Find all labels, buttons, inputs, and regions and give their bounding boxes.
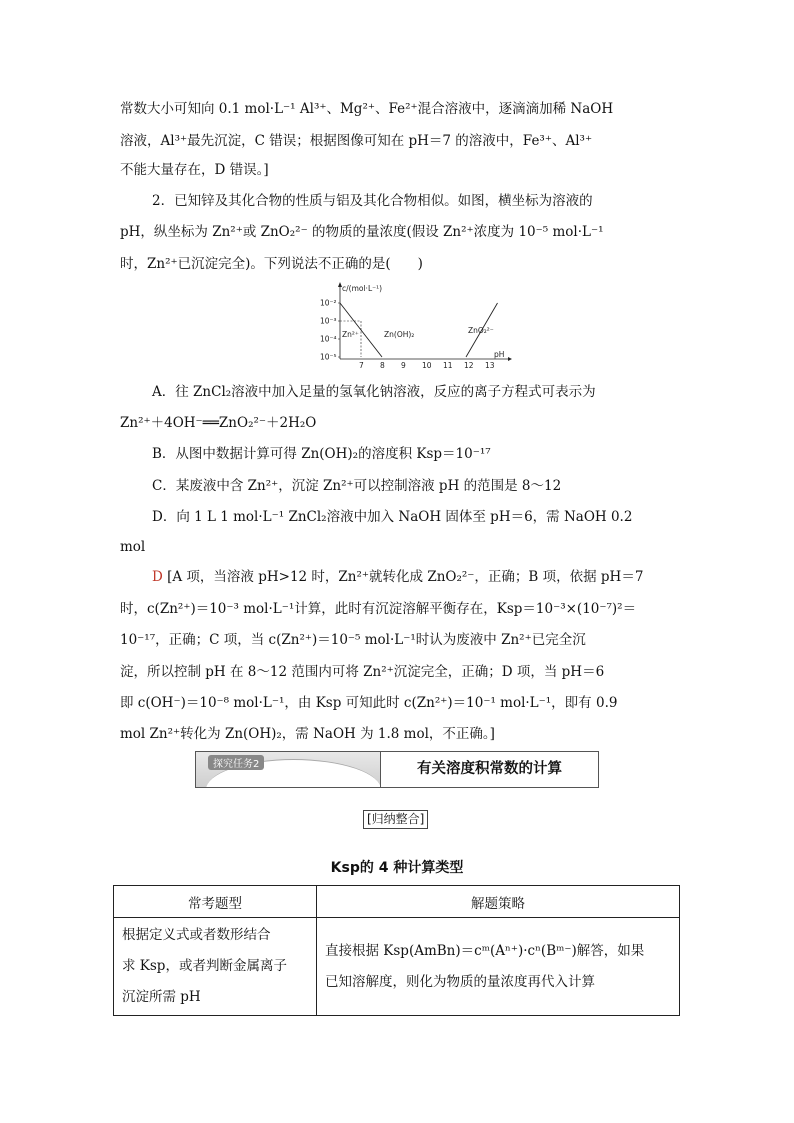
answer-line-4: 淀，所以控制 pH 在 8～12 范围内可将 Zn²⁺沉淀完全，正确；D 项，当 pH＝6 xyxy=(120,664,605,680)
cell-strategy-line-1: 直接根据 Ksp(AmBn)＝cᵐ(Aⁿ⁺)·cⁿ(Bᵐ⁻)解答，如果 xyxy=(325,942,645,959)
y-tick-label: 10⁻⁵ xyxy=(320,352,337,362)
y-tick-label: 10⁻² xyxy=(320,298,337,308)
y-tick-label: 10⁻³ xyxy=(320,316,337,326)
table-title: Ksp的 4 种计算类型 xyxy=(330,860,464,876)
cell-type-line-3: 沉淀所需 pH xyxy=(122,989,201,1005)
answer-line-3: 10⁻¹⁷，正确；C 项，当 c(Zn²⁺)＝10⁻⁵ mol·L⁻¹时认为废液中 Zn²⁺已完全沉 xyxy=(120,632,586,648)
section-title: 有关溶度积常数的计算 xyxy=(417,761,562,777)
header-type: 常考题型 xyxy=(114,886,317,918)
cell-type xyxy=(114,918,317,1016)
option-d-line-1: D．向 1 L 1 mol·L⁻¹ ZnCl₂溶液中加入 NaOH 固体至 pH＝6，需 NaOH 0.2 xyxy=(152,509,633,525)
cell-type-line-1: 根据定义式或者数形结合 xyxy=(122,927,271,943)
option-b: B．从图中数据计算可得 Zn(OH)₂的溶度积 Ksp＝10⁻¹⁷ xyxy=(152,446,491,462)
question-2-line-1: 2．已知锌及其化合物的性质与铝及其化合物相似。如图，横坐标为溶液的 xyxy=(152,193,593,209)
question-2-line-2: pH，纵坐标为 Zn²⁺或 ZnO₂²⁻ 的物质的量浓度(假设 Zn²⁺浓度为 10⁻⁵ mol·L⁻¹ xyxy=(120,224,604,240)
option-c: C．某废液中含 Zn²⁺，沉淀 Zn²⁺可以控制溶液 pH 的范围是 8～12 xyxy=(152,478,562,494)
cell-strategy xyxy=(317,918,680,1016)
x-tick-label: 8 xyxy=(380,361,385,370)
y-tick-label: 10⁻⁴ xyxy=(320,334,337,344)
table-row xyxy=(114,918,680,1016)
x-tick-label: 11 xyxy=(443,361,453,370)
option-a-line-2: Zn²⁺＋4OH⁻══ZnO₂²⁻＋2H₂O xyxy=(120,415,317,431)
cell-type-line-2: 求 Ksp，或者判断金属离子 xyxy=(122,958,287,974)
x-axis-arrow xyxy=(508,357,512,361)
answer-line-5: 即 c(OH⁻)＝10⁻⁸ mol·L⁻¹，由 Ksp 可知此时 c(Zn²⁺)＝10⁻¹ mol·L⁻¹，即有 0.9 xyxy=(120,695,618,711)
region-label-zn-oh2: Zn(OH)₂ xyxy=(384,330,415,339)
section-banner xyxy=(195,751,599,788)
region-label-zno2: ZnO₂²⁻ xyxy=(468,326,494,335)
answer-line-1 xyxy=(152,567,643,587)
answer-line-2: 时，c(Zn²⁺)＝10⁻³ mol·L⁻¹计算，此时有沉淀溶解平衡存在，Ksp＝10⁻³×(10⁻⁷)²＝ xyxy=(120,601,637,617)
ksp-table xyxy=(113,885,680,1016)
x-axis-label: pH xyxy=(494,350,505,359)
table-header-row xyxy=(114,886,680,918)
x-tick-label: 7 xyxy=(359,361,364,370)
option-d-line-2: mol xyxy=(120,539,146,555)
banner-decoration xyxy=(196,752,381,787)
question-2-line-3: 时，Zn²⁺已沉淀完全)。下列说法不正确的是( ) xyxy=(120,256,423,272)
x-tick-label: 12 xyxy=(464,361,474,370)
x-tick-label: 10 xyxy=(422,361,432,370)
zn-concentration-chart xyxy=(318,281,518,373)
section-badge: 探究任务2 xyxy=(208,755,264,770)
prev-answer-line-1: 常数大小可知向 0.1 mol·L⁻¹ Al³⁺、Mg²⁺、Fe²⁺混合溶液中，逐滴滴加稀 NaOH xyxy=(120,101,614,117)
y-axis-label: c/(mol·L⁻¹) xyxy=(342,284,383,293)
prev-answer-line-2: 溶液，Al³⁺最先沉淀，C 错误；根据图像可知在 pH＝7 的溶液中，Fe³⁺、Al³⁺ xyxy=(120,133,593,149)
prev-answer-line-3: 不能大量存在，D 错误。] xyxy=(120,162,269,178)
answer-line-1-text: [A 项，当溶液 pH>12 时，Zn²⁺就转化成 ZnO₂²⁻，正确；B 项，依据 pH＝7 xyxy=(167,569,644,585)
x-tick-label: 9 xyxy=(401,361,406,370)
option-a-line-1: A．往 ZnCl₂溶液中加入足量的氢氧化钠溶液，反应的离子方程式可表示为 xyxy=(152,384,596,400)
header-strategy: 解题策略 xyxy=(317,886,680,918)
answer-line-6: mol Zn²⁺转化为 Zn(OH)₂，需 NaOH 为 1.8 mol，不正确。] xyxy=(120,726,495,742)
x-tick-label: 13 xyxy=(485,361,495,370)
region-label-zn: Zn²⁺ xyxy=(342,330,359,339)
cell-strategy-line-2: 已知溶解度，则化为物质的量浓度再代入计算 xyxy=(325,973,595,990)
summary-tag: [归纳整合] xyxy=(363,810,428,829)
answer-letter: D xyxy=(152,569,163,585)
